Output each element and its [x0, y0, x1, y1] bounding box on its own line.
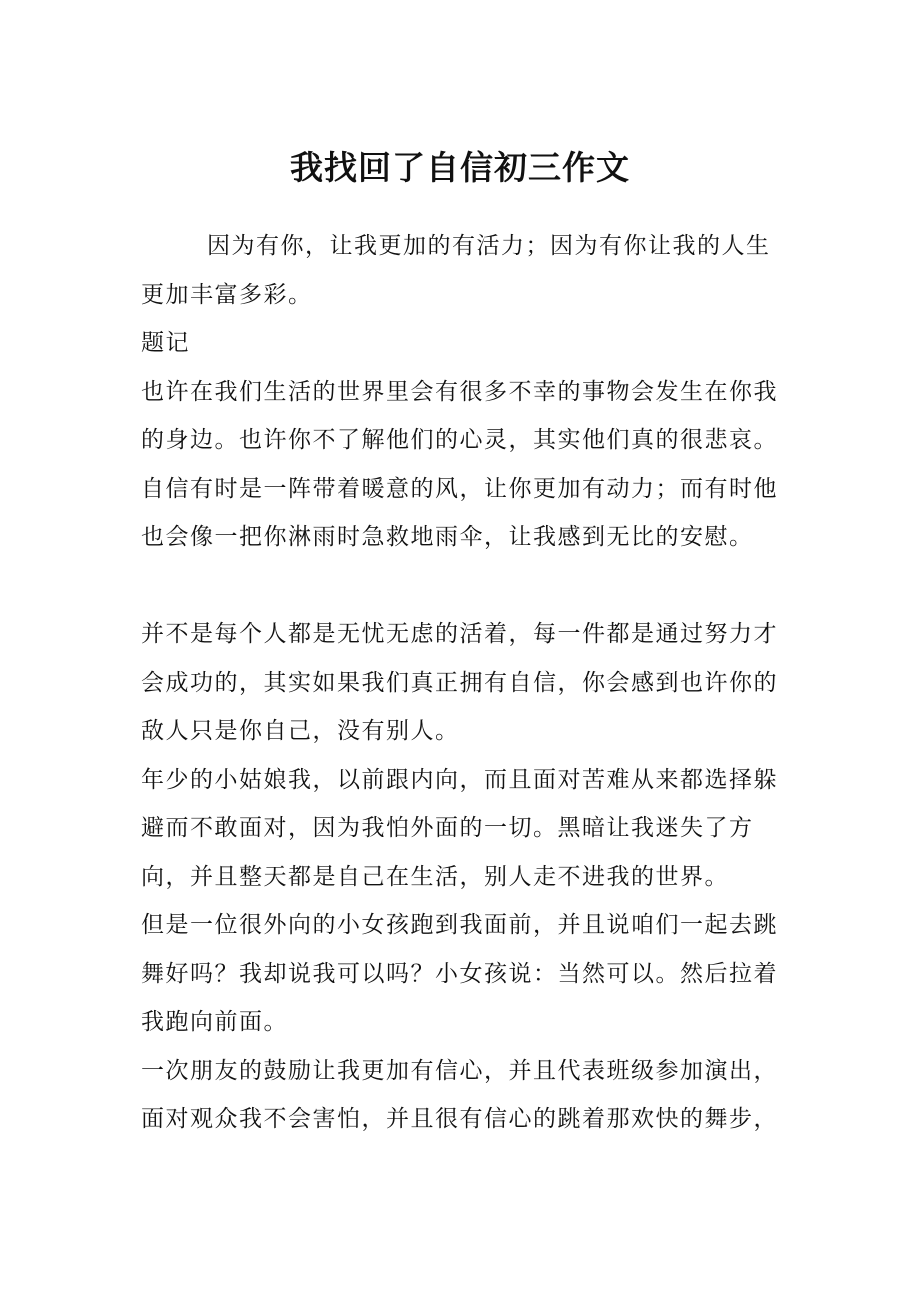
paragraph: 并不是每个人都是无忧无虑的活着，每一件都是通过努力才会成功的，其实如果我们真正拥有自信，你会感到也许你的敌人只是你自己，没有别人。 [141, 621, 778, 744]
paragraph-epigraph-label: 题记 [141, 330, 190, 356]
blank-line [141, 562, 781, 611]
paragraph: 一次朋友的鼓励让我更加有信心，并且代表班级参加演出，面对观众我不会害怕，并且很有信心的跳着那欢快的舞步， [141, 1057, 778, 1132]
paragraph: 自信有时是一阵带着暖意的风，让你更加有动力；而有时他也会像一把你淋雨时急救地雨伞，让我感到无比的安慰。 [141, 475, 778, 550]
document-body [141, 222, 781, 1144]
paragraph: 也许在我们生活的世界里会有很多不幸的事物会发生在你我的身边。也许你不了解他们的心灵，其实他们真的很悲哀。 [141, 378, 778, 453]
paragraph: 但是一位很外向的小女孩跑到我面前，并且说咱们一起去跳舞好吗？我却说我可以吗？小女孩说：当然可以。然后拉着我跑向前面。 [141, 912, 778, 1035]
paragraph-intro: 因为有你，让我更加的有活力；因为有你让我的人生更加丰富多彩。 [141, 233, 771, 308]
paragraph: 年少的小姑娘我，以前跟内向，而且面对苦难从来都选择躲避而不敢面对，因为我怕外面的一切。黑暗让我迷失了方向，并且整天都是自己在生活，别人走不进我的世界。 [141, 766, 778, 890]
document-title: 我找回了自信初三作文 [290, 148, 630, 187]
